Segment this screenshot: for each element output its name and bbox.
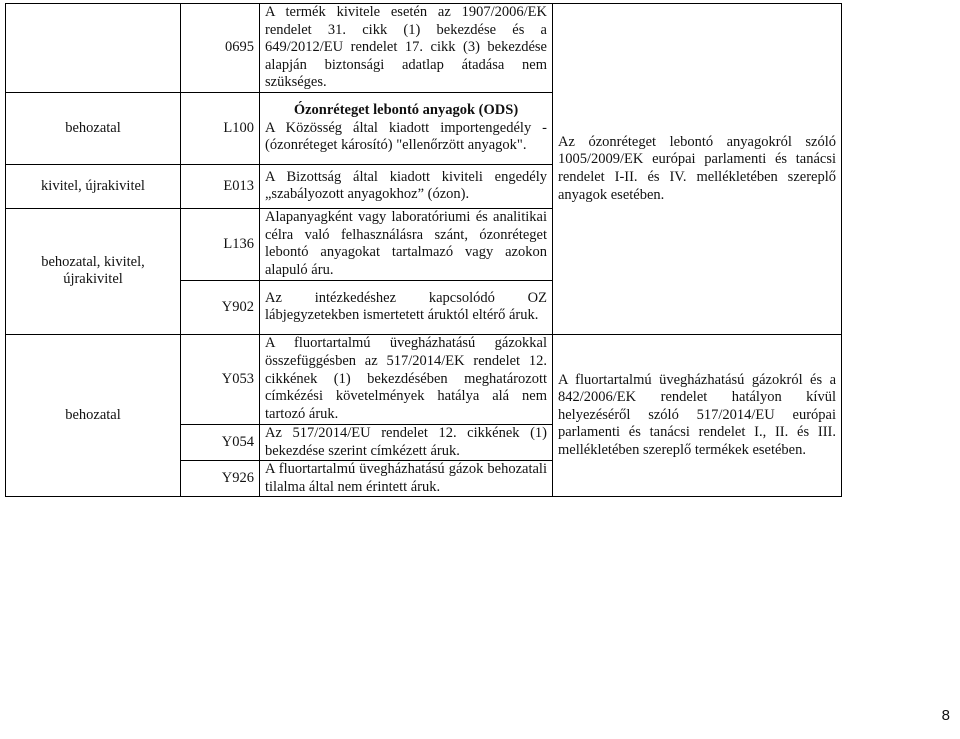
description-cell bbox=[260, 424, 553, 460]
code-cell: Y053 bbox=[181, 334, 260, 424]
measures-table bbox=[5, 3, 842, 497]
code-cell: Y926 bbox=[181, 461, 260, 497]
description-cell bbox=[260, 334, 553, 424]
legal-basis-cell bbox=[553, 4, 842, 335]
activity-cell: kivitel, újrakivitel bbox=[6, 164, 181, 208]
section-title: Ózonréteget lebontó anyagok (ODS) bbox=[293, 102, 519, 119]
description-text: A Bizottság által kiadott kiviteli engedély „szabályozott anyagokhoz” (ózon). bbox=[265, 168, 547, 203]
description-text: A Közösség által kiadott importengedély - (ózonréteget károsító) "ellenőrzött anyagok". bbox=[265, 119, 547, 154]
description-cell bbox=[260, 92, 553, 164]
code-cell: 0695 bbox=[181, 4, 260, 93]
description-text: Az intézkedéshez kapcsolódó OZ lábjegyzetekben ismertetett áruktól eltérő áruk. bbox=[265, 289, 547, 324]
description-text: Alapanyagként vagy laboratóriumi és analitikai célra való felhasználásra szánt, ózonréteget lebontó anyagokat tartalmazó vagy azokon alapuló áru. bbox=[265, 209, 547, 279]
activity-cell: behozatal bbox=[6, 92, 181, 164]
legal-basis-text: A fluortartalmú üvegházhatású gázokról és a 842/2006/EK rendelet hatályon kívül helyezéséről szóló 517/2014/EU európai parlamenti és tanácsi rendelet I., II. és III. mellékletében szereplő termékek esetében. bbox=[558, 371, 836, 459]
page-number: 8 bbox=[941, 707, 950, 724]
legal-basis-cell bbox=[553, 334, 842, 496]
description-text: A fluortartalmú üvegházhatású gázokkal összefüggésben az 517/2014/EK rendelet 12. cikkének (1) bekezdésében meghatározott címkézési követelmények hatálya alá nem tartozó áruk. bbox=[265, 335, 547, 422]
description-cell bbox=[260, 4, 553, 93]
activity-cell: behozatal, kivitel, újrakivitel bbox=[6, 208, 181, 334]
activity-cell bbox=[6, 4, 181, 93]
table-row bbox=[6, 4, 842, 93]
code-cell: L100 bbox=[181, 92, 260, 164]
activity-cell: behozatal bbox=[6, 334, 181, 496]
code-cell: L136 bbox=[181, 208, 260, 280]
code-cell: E013 bbox=[181, 164, 260, 208]
description-text: A termék kivitele esetén az 1907/2006/EK rendelet 31. cikk (1) bekezdése és a 649/2012/EU rendelet 17. cikk (3) bekezdése alapján biztonsági adatlap átadása nem szükséges. bbox=[265, 4, 547, 91]
legal-basis-text: Az ózonréteget lebontó anyagokról szóló 1005/2009/EK európai parlamenti és tanácsi rendelet I-II. és IV. mellékletében szereplő anyagok esetében. bbox=[558, 133, 836, 203]
description-text: A fluortartalmú üvegházhatású gázok behozatali tilalma által nem érintett áruk. bbox=[265, 461, 547, 495]
description-cell bbox=[260, 208, 553, 280]
description-cell bbox=[260, 164, 553, 208]
description-text: Az 517/2014/EU rendelet 12. cikkének (1) bekezdése szerint címkézett áruk. bbox=[265, 424, 547, 459]
code-cell: Y054 bbox=[181, 424, 260, 460]
description-cell bbox=[260, 280, 553, 334]
table-row bbox=[6, 334, 842, 424]
code-cell: Y902 bbox=[181, 280, 260, 334]
description-cell bbox=[260, 461, 553, 497]
